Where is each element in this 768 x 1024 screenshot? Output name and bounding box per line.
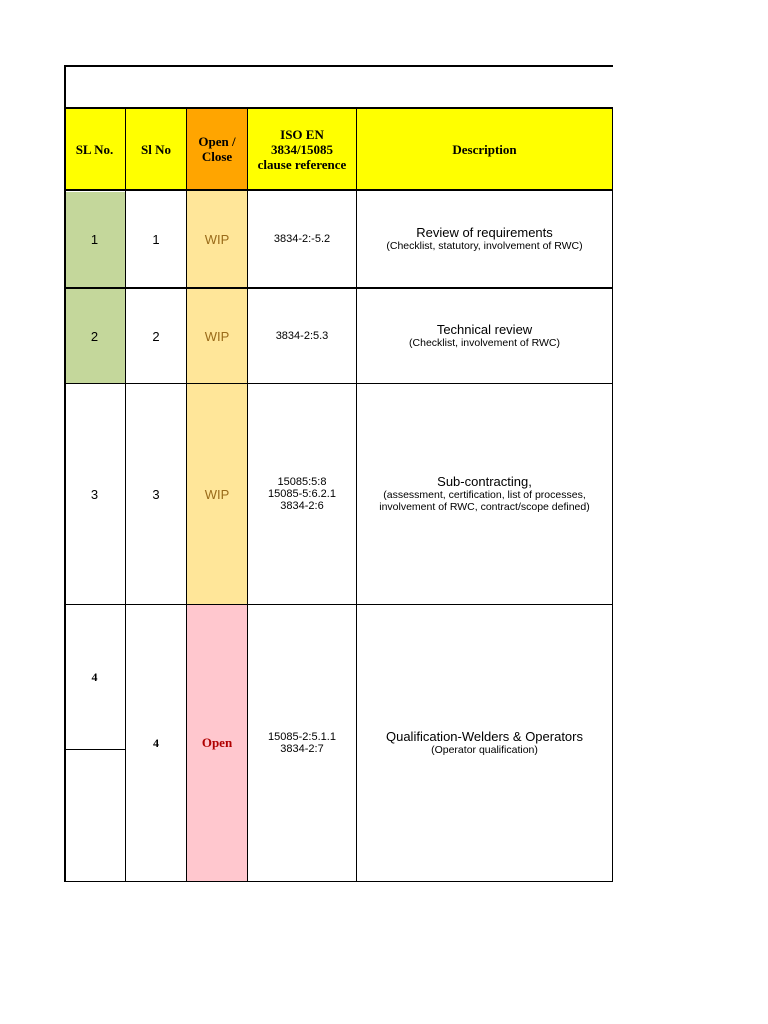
row1-description-title: Review of requirements	[416, 225, 553, 240]
header-description: Description	[452, 141, 517, 157]
row3-description	[357, 384, 612, 604]
row4-description	[357, 605, 612, 881]
row2-description-detail: (Checklist, involvement of RWC)	[409, 337, 560, 349]
row1-sl-no-2: 1	[152, 231, 160, 247]
row4-status: Open	[201, 735, 233, 750]
row1-status: WIP	[204, 231, 230, 247]
row4-split-line	[64, 749, 125, 750]
row2-status: WIP	[204, 328, 230, 344]
row1-sl-no: 1	[90, 231, 99, 247]
audit-table	[64, 65, 613, 882]
row1-description	[357, 191, 612, 287]
row4-sl-no-2: 4	[153, 735, 159, 750]
header-sl-no-2: Sl No	[141, 141, 171, 157]
header-open-close: Open / Close	[198, 134, 236, 164]
row4-sl-no: 4	[91, 669, 98, 684]
row3-clause-ref: 15085:5:8 15085-5:6.2.1 3834-2:6	[268, 476, 336, 512]
row2-sl-no-2: 2	[152, 328, 160, 344]
row2-sl-no: 2	[90, 328, 99, 344]
col-line-right	[612, 107, 613, 882]
header-sl-no: SL No.	[75, 141, 114, 157]
row3-status: WIP	[204, 486, 230, 502]
row3-description-detail: (assessment, certification, list of processes, involvement of RWC, contract/scope defined)	[379, 489, 590, 513]
row4-description-title: Qualification-Welders & Operators	[385, 729, 583, 744]
header-iso-reference: ISO EN 3834/15085 clause reference	[257, 126, 347, 172]
row4-description-detail: (Operator qualification)	[431, 744, 538, 756]
bottom-border	[64, 881, 613, 882]
row2-description	[357, 289, 612, 383]
row2-description-title: Technical review	[436, 322, 533, 337]
row3-sl-no-2: 3	[152, 486, 160, 502]
row2-clause-ref: 3834-2:5.3	[275, 330, 329, 342]
row3-description-title: Sub-contracting,	[437, 474, 532, 489]
row4-clause-ref: 15085-2:5.1.1 3834-2:7	[268, 731, 336, 755]
row1-description-detail: (Checklist, statutory, involvement of RWC)	[386, 240, 583, 252]
row3-sl-no: 3	[90, 486, 99, 502]
row1-clause-ref: 3834-2:-5.2	[273, 233, 331, 245]
top-border	[64, 65, 613, 67]
